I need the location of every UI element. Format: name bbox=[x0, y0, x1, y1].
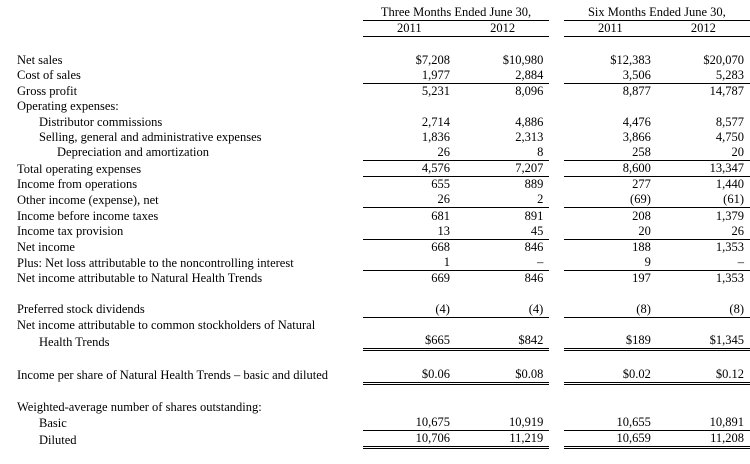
cell-value: 2,313 bbox=[515, 129, 544, 144]
cell-value bbox=[657, 400, 750, 415]
cell-value: 1,977 bbox=[363, 68, 456, 84]
cell-value: 3,506 bbox=[564, 68, 657, 84]
cell-value: 45 bbox=[456, 224, 549, 240]
cell-value: 9 bbox=[564, 255, 657, 271]
table-row bbox=[17, 415, 750, 431]
cell-value: 8,877 bbox=[622, 84, 651, 99]
spacer-row bbox=[17, 383, 750, 400]
cell-value: 8 bbox=[456, 145, 549, 161]
row-label: Distributor commissions bbox=[39, 114, 163, 129]
cell-value: 4,476 bbox=[622, 114, 651, 129]
table-row bbox=[17, 366, 750, 383]
cell-value: 2,714 bbox=[421, 114, 450, 129]
cell-value: 11,219 bbox=[456, 431, 549, 448]
row-label: Income from operations bbox=[17, 177, 138, 192]
table-row bbox=[17, 271, 750, 287]
year-header: 2011 bbox=[564, 21, 657, 37]
table-row bbox=[17, 255, 750, 271]
table-row bbox=[17, 114, 750, 129]
cell-value: 8,600 bbox=[564, 160, 657, 176]
cell-value: 277 bbox=[632, 177, 651, 192]
cell-value: 13,347 bbox=[657, 160, 750, 176]
table-row bbox=[17, 239, 750, 255]
six-months-header: Six Months Ended June 30, bbox=[564, 5, 750, 21]
cell-value: 846 bbox=[524, 271, 544, 286]
row-label: Cost of sales bbox=[17, 68, 81, 83]
period-header-row bbox=[17, 5, 750, 21]
cell-value: 1,353 bbox=[715, 271, 744, 286]
cell-value: 26 bbox=[363, 145, 456, 161]
row-label: Weighted-average number of shares outstanding: bbox=[17, 399, 262, 414]
table-row bbox=[17, 302, 750, 318]
row-label: Selling, general and administrative expenses bbox=[39, 129, 262, 144]
row-label: Net income attributable to common stockholders of Natural bbox=[17, 317, 316, 332]
row-label: Net income bbox=[17, 240, 75, 254]
cell-value: 26 bbox=[363, 192, 456, 208]
cell-value: 681 bbox=[431, 208, 450, 223]
row-label: Total operating expenses bbox=[17, 161, 142, 176]
row-label: Depreciation and amortization bbox=[57, 145, 210, 160]
cell-value: 8,577 bbox=[715, 114, 744, 129]
cell-value: 1,836 bbox=[421, 129, 450, 144]
cell-value bbox=[657, 99, 750, 114]
cell-value: (69) bbox=[564, 192, 657, 208]
table-row bbox=[17, 83, 750, 99]
row-label: Preferred stock dividends bbox=[17, 302, 145, 317]
row-label: Income per share of Natural Health Trends – basic and diluted bbox=[17, 368, 329, 382]
cell-value bbox=[456, 99, 549, 114]
cell-value: $12,383 bbox=[610, 52, 651, 67]
cell-value: 4,750 bbox=[715, 129, 744, 144]
cell-value: $0.12 bbox=[657, 366, 750, 383]
cell-value bbox=[363, 400, 456, 415]
cell-value: 1,379 bbox=[715, 208, 744, 223]
cell-value: 10,675 bbox=[363, 415, 456, 431]
table-row bbox=[17, 431, 750, 448]
year-header: 2012 bbox=[657, 21, 750, 37]
cell-value: (4) bbox=[456, 302, 549, 318]
row-label: Operating expenses: bbox=[17, 99, 119, 114]
year-header: 2012 bbox=[456, 21, 549, 37]
cell-value: 10,655 bbox=[564, 415, 657, 431]
year-header-row bbox=[17, 21, 750, 37]
row-label: Net income attributable to Natural Health Trends bbox=[17, 271, 263, 286]
cell-value: 26 bbox=[657, 224, 750, 240]
cell-value: $1,345 bbox=[657, 333, 750, 350]
cell-value: (4) bbox=[363, 302, 456, 318]
cell-value: 846 bbox=[524, 240, 544, 254]
table-row bbox=[17, 224, 750, 240]
table-row bbox=[17, 192, 750, 208]
cell-value: $7,208 bbox=[415, 52, 450, 67]
cell-value: 655 bbox=[431, 177, 450, 192]
cell-value: $20,070 bbox=[703, 52, 744, 67]
table-row bbox=[17, 145, 750, 161]
row-label: Plus: Net loss attributable to the noncontrolling interest bbox=[17, 255, 294, 270]
cell-value: 10,659 bbox=[564, 431, 657, 448]
row-label: Income tax provision bbox=[17, 224, 124, 239]
cell-value: (61) bbox=[657, 192, 750, 208]
cell-value: 668 bbox=[431, 240, 450, 254]
cell-value: $0.02 bbox=[564, 366, 657, 383]
row-label-continued: Health Trends bbox=[39, 334, 110, 349]
spacer-row bbox=[17, 286, 750, 301]
row-label: Diluted bbox=[39, 432, 77, 447]
cell-value: $842 bbox=[456, 333, 549, 350]
table-row bbox=[17, 130, 750, 145]
cell-value: $0.06 bbox=[363, 366, 456, 383]
cell-value: 1,440 bbox=[715, 177, 744, 192]
cell-value: 1,353 bbox=[715, 240, 744, 254]
cell-value: 258 bbox=[564, 145, 657, 161]
cell-value: 8,096 bbox=[515, 84, 544, 99]
cell-value: $665 bbox=[363, 333, 456, 350]
cell-value: – bbox=[456, 255, 549, 271]
table-row-label-line1 bbox=[17, 317, 750, 333]
row-label: Other income (expense), net bbox=[17, 192, 159, 207]
cell-value: 891 bbox=[524, 208, 544, 223]
row-label: Net sales bbox=[17, 52, 63, 67]
table-row bbox=[17, 53, 750, 68]
spacer-row bbox=[17, 37, 750, 53]
cell-value: 2 bbox=[456, 192, 549, 208]
table-row bbox=[17, 208, 750, 224]
table-row bbox=[17, 160, 750, 176]
table-row bbox=[17, 400, 750, 415]
cell-value: (8) bbox=[657, 302, 750, 318]
cell-value bbox=[363, 99, 456, 114]
cell-value: 7,207 bbox=[456, 160, 549, 176]
cell-value: 1 bbox=[363, 255, 456, 271]
cell-value: 20 bbox=[564, 224, 657, 240]
cell-value: 4,886 bbox=[515, 114, 544, 129]
cell-value: 20 bbox=[657, 145, 750, 161]
cell-value: 14,787 bbox=[709, 84, 744, 99]
row-label: Gross profit bbox=[17, 84, 78, 99]
cell-value: – bbox=[657, 255, 750, 271]
cell-value: $189 bbox=[564, 333, 657, 350]
row-label: Income before income taxes bbox=[17, 208, 159, 223]
cell-value: 2,884 bbox=[456, 68, 549, 84]
table-row bbox=[17, 177, 750, 193]
income-statement-table bbox=[17, 5, 750, 449]
cell-value: 3,866 bbox=[622, 129, 651, 144]
cell-value: 669 bbox=[431, 271, 450, 286]
table-row bbox=[17, 99, 750, 114]
cell-value bbox=[564, 400, 657, 415]
cell-value: 188 bbox=[632, 240, 651, 254]
cell-value: (8) bbox=[564, 302, 657, 318]
cell-value: 11,208 bbox=[657, 431, 750, 448]
cell-value: 208 bbox=[632, 208, 651, 223]
row-label: Basic bbox=[39, 415, 67, 430]
cell-value: $0.08 bbox=[456, 366, 549, 383]
cell-value: 5,283 bbox=[657, 68, 750, 84]
spacer-row bbox=[17, 350, 750, 367]
cell-value: 13 bbox=[363, 224, 456, 240]
table-row bbox=[17, 68, 750, 84]
cell-value: $10,980 bbox=[502, 52, 544, 67]
cell-value bbox=[456, 400, 549, 415]
cell-value: 10,919 bbox=[456, 415, 549, 431]
table-row bbox=[17, 333, 750, 350]
cell-value: 10,891 bbox=[657, 415, 750, 431]
cell-value: 889 bbox=[524, 177, 544, 192]
three-months-header: Three Months Ended June 30, bbox=[363, 5, 550, 21]
cell-value bbox=[564, 99, 657, 114]
cell-value: 10,706 bbox=[363, 431, 456, 448]
year-header: 2011 bbox=[363, 21, 456, 37]
cell-value: 4,576 bbox=[363, 160, 456, 176]
cell-value: 5,231 bbox=[421, 84, 450, 99]
cell-value: 197 bbox=[632, 271, 651, 286]
